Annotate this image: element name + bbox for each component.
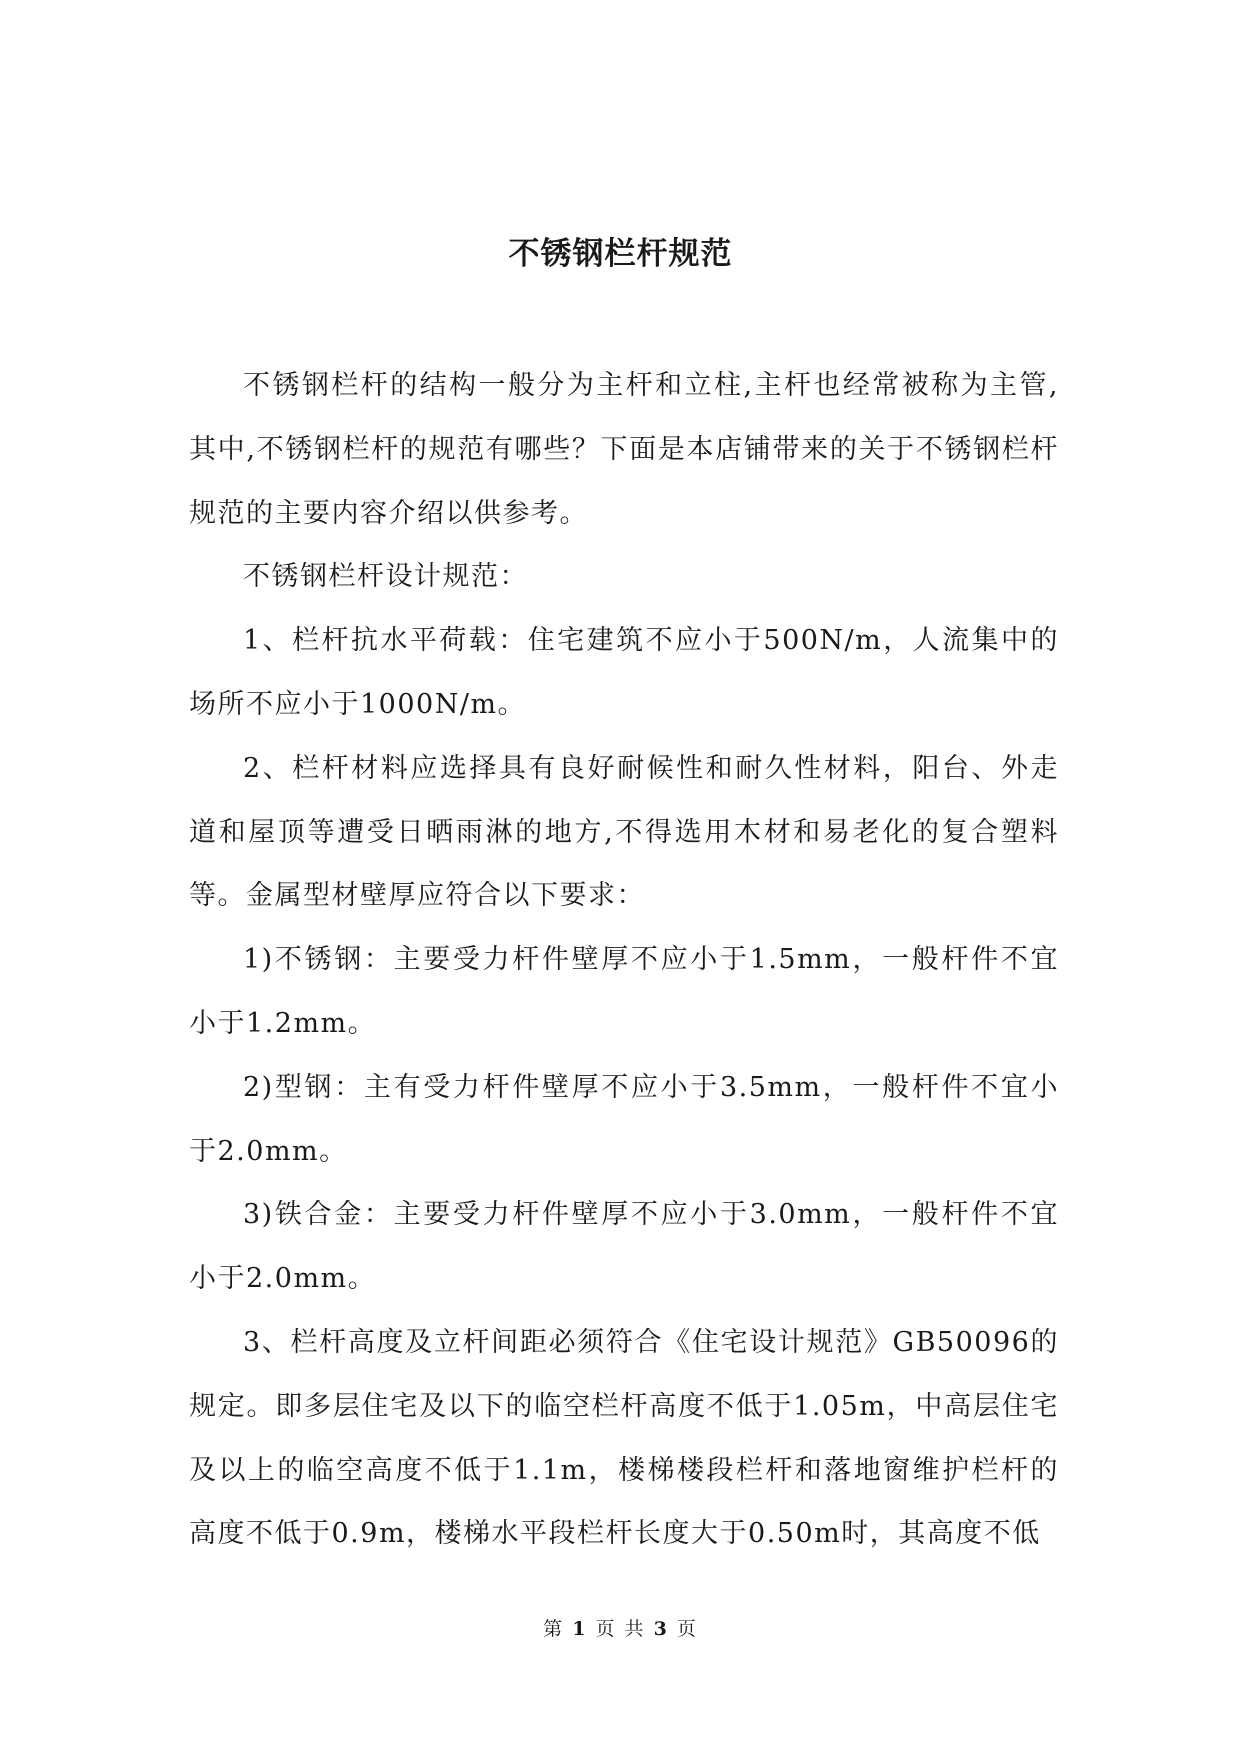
paragraph-subitem-stainless: 1)不锈钢：主要受力杆件壁厚不应小于1.5mm，一般杆件不宜小于1.2mm。 <box>189 944 1059 1039</box>
footer-page-number: 1 <box>572 1618 588 1640</box>
page-footer <box>0 1614 1241 1641</box>
paragraph-item-1: 1、栏杆抗水平荷载：住宅建筑不应小于500N/m，人流集中的场所不应小于1000N/m。 <box>189 625 1059 720</box>
footer-middle: 页 共 <box>595 1618 646 1640</box>
footer-prefix: 第 <box>543 1618 565 1640</box>
footer-suffix: 页 <box>676 1618 698 1640</box>
paragraph-intro: 不锈钢栏杆的结构一般分为主杆和立柱,主杆也经常被称为主管,其中,不锈钢栏杆的规范有哪些？下面是本店铺带来的关于不锈钢栏杆规范的主要内容介绍以供参考。 <box>189 370 1059 529</box>
document-body <box>189 354 1059 1566</box>
paragraph-subitem-iron-alloy: 3)铁合金：主要受力杆件壁厚不应小于3.0mm，一般杆件不宜小于2.0mm。 <box>189 1199 1059 1295</box>
paragraph-subitem-section-steel: 2)型钢：主有受力杆件壁厚不应小于3.5mm，一般杆件不宜小于2.0mm。 <box>189 1071 1059 1167</box>
paragraph-item-2: 2、栏杆材料应选择具有良好耐候性和耐久性材料，阳台、外走道和屋顶等遭受日晒雨淋的地方,不得选用木材和易老化的复合塑料等。金属型材壁厚应符合以下要求： <box>189 752 1059 912</box>
paragraph-item-3: 3、栏杆高度及立杆间距必须符合《住宅设计规范》GB50096的规定。即多层住宅及以下的临空栏杆高度不低于1.05m，中高层住宅及以上的临空高度不低于1.1m，楼梯楼段栏杆和落地窗维护栏杆的高度不低于0.9m，楼梯水平段栏杆长度大于0.50m时，其高度不低 <box>189 1326 1059 1550</box>
document-title: 不锈钢栏杆规范 <box>508 236 733 272</box>
footer-total-pages: 3 <box>653 1618 669 1640</box>
paragraph-design-heading: 不锈钢栏杆设计规范： <box>243 561 528 593</box>
